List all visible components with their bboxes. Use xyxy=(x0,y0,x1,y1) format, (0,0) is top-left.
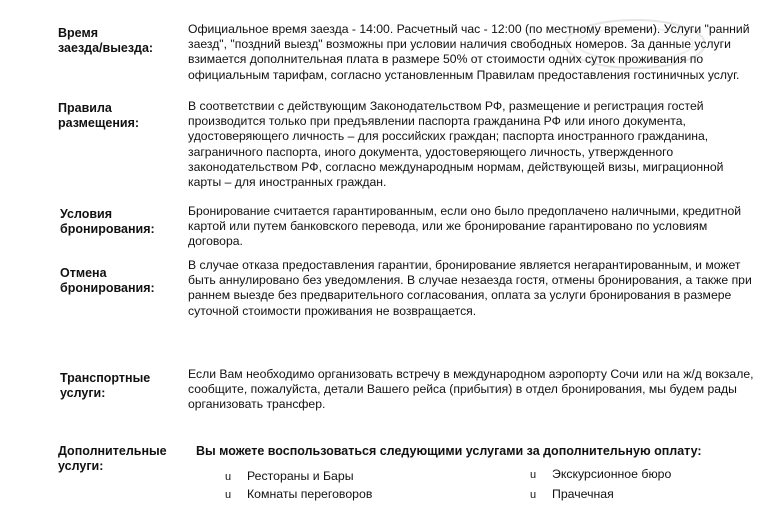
section-label: Транспортные услуги: xyxy=(60,371,151,400)
section-text: Если Вам необходимо организовать встречу в международном аэропорту Сочи или на ж/д вокзале, сообщите, пожалуйста, детали Вашего рейса (прибытия) в отдел бронирования, мы будем рады организовать трансфер. xyxy=(188,367,754,412)
section-label: Правила размещения: xyxy=(58,101,140,130)
list-item xyxy=(530,487,614,501)
list-item xyxy=(225,469,354,483)
bullet-icon: u xyxy=(225,471,232,483)
section-label: Отмена бронирования: xyxy=(60,266,155,295)
section-text: В соответствии с действующим Законодательством РФ, размещение и регистрация гостей производится только при предъявлении паспорта гражданина РФ или иного документа, удостоверяющего личность – для российских граждан; паспорта иностранного гражданина, заграничного паспорта, иного документа, удостоверяющего личность, утвержденного законодательством РФ, согласно международным нормам, действующей визы, миграционной карты – для иностранных граждан. xyxy=(188,99,724,190)
additional-services-heading: Вы можете воспользоваться следующими услугами за дополнительную оплату: xyxy=(196,444,702,458)
section-label: Условия бронирования: xyxy=(60,207,155,236)
section-text: Бронирование считается гарантированным, если оно было предоплачено наличными, кредитной картой или путем банковского перевода, или же бронирование гарантировано по условиям договора. xyxy=(188,204,742,249)
section-label: Время заезда/выезда: xyxy=(58,26,154,55)
bullet-icon: u xyxy=(530,469,537,481)
list-item-label: Рестораны и Бары xyxy=(247,469,354,483)
additional-services-label: Дополнительные услуги: xyxy=(58,444,167,473)
section-text: Официальное время заезда - 14:00. Расчетный час - 12:00 (по местному времени). Услуги "ранний заезд", "поздний выезд" возможны при условии наличия свободных номеров. За данные услуги взимается дополнительная плата в размере 50% от стоимости одних суток проживания по официальным тарифам, согласно установленным Правилам предоставления гостиничных услуг. xyxy=(188,22,750,82)
bullet-icon: u xyxy=(225,489,232,501)
list-item-label: Прачечная xyxy=(552,487,614,501)
list-item xyxy=(530,467,671,481)
section-text: В случае отказа предоставления гарантии, бронирование является негарантированным, и может быть аннулировано без уведомления. В случае незаезда гостя, отмены бронирования, а также при раннем выезде без предварительного согласования, оплата за услуги бронирования в размере суточной стоимости проживания не возвращается. xyxy=(188,258,752,318)
list-item-label: Комнаты переговоров xyxy=(247,487,373,501)
bullet-icon: u xyxy=(530,489,537,501)
list-item-label: Экскурсионное бюро xyxy=(552,467,672,481)
list-item xyxy=(225,487,372,501)
